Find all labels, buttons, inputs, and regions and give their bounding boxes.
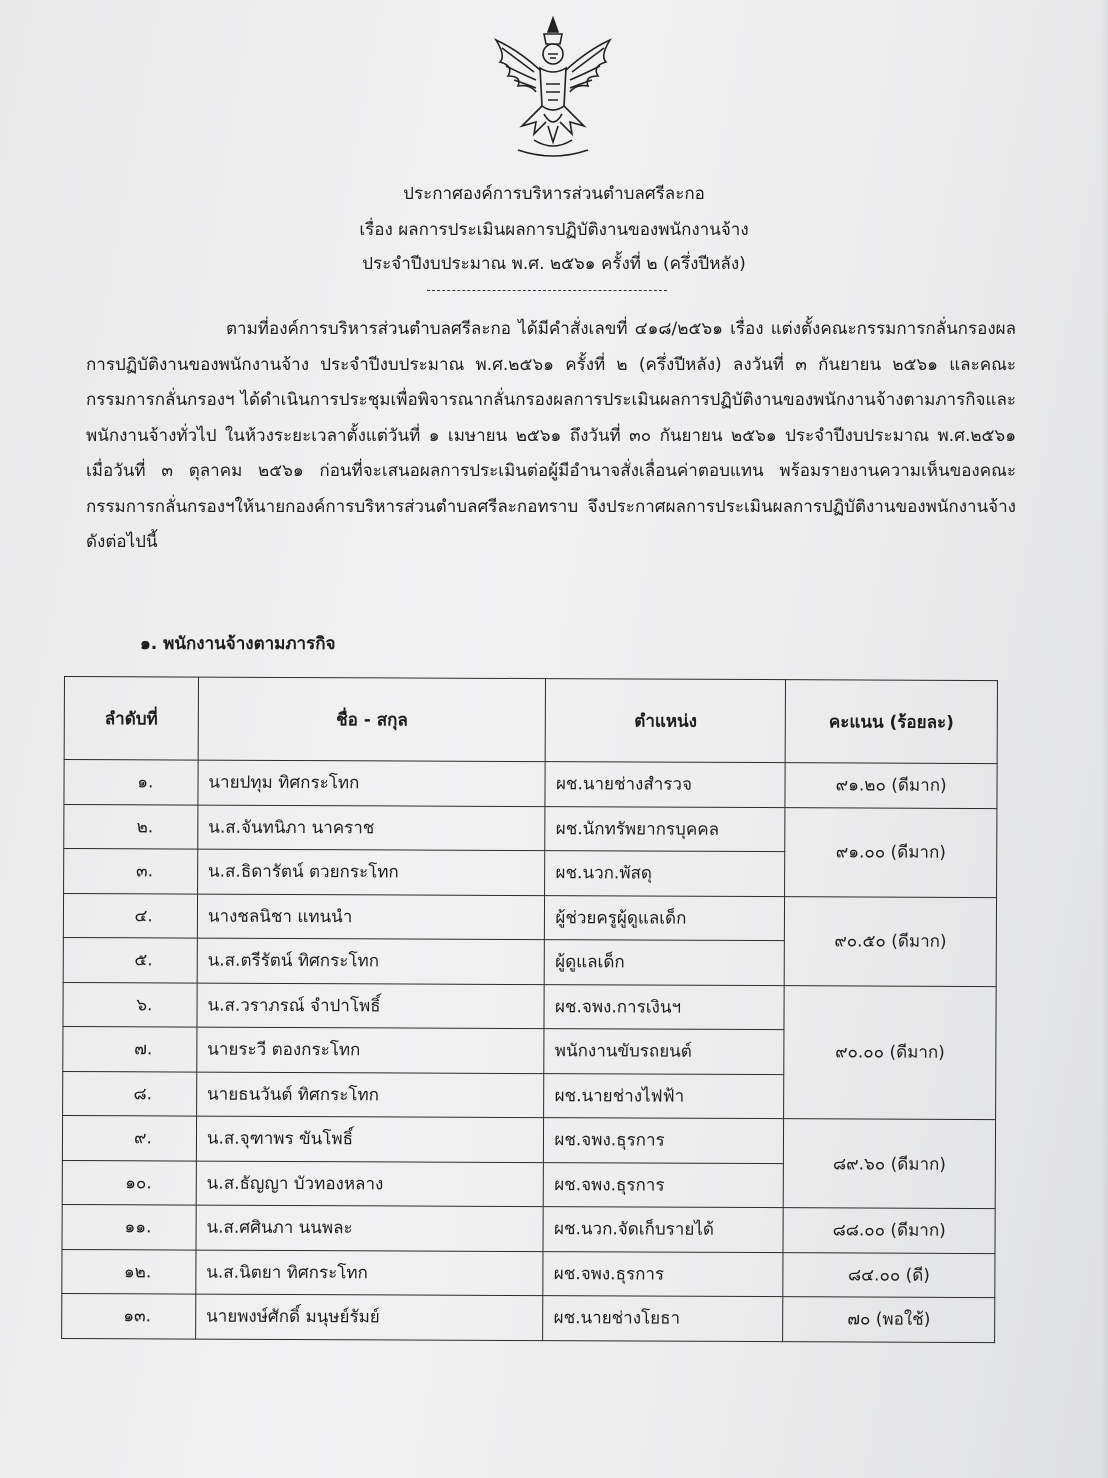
cell-name: น.ส.ธิดารัตน์ ตวยกระโทก (197, 849, 545, 895)
cell-position: ผช.จพง.ธุรการ (543, 1251, 783, 1297)
cell-order: ๑๐. (62, 1160, 196, 1205)
page-shadow (1102, 0, 1108, 1478)
cell-score: ๙๑.๐๐ (ดีมาก) (785, 807, 997, 897)
cell-name: น.ส.ตรีรัตน์ ทิศกระโทก (197, 938, 545, 984)
cell-position: ผช.นวก.จัดเก็บรายได้ (543, 1207, 783, 1253)
cell-position: ผช.นักทรัพยากรบุคคล (545, 806, 785, 852)
header-name: ชื่อ - สกุล (198, 677, 546, 762)
cell-name: น.ส.วราภรณ์ จำปาโพธิ์ (197, 983, 545, 1029)
cell-name: นายระวี ตองกระโทก (197, 1027, 545, 1073)
cell-score: ๙๐.๕๐ (ดีมาก) (784, 896, 996, 986)
table-row (64, 804, 997, 853)
cell-order: ๑๓. (62, 1293, 196, 1338)
cell-name: น.ส.จุฑาพร ขันโพธิ์ (196, 1116, 544, 1162)
divider (427, 290, 667, 291)
cell-order: ๒. (64, 804, 198, 849)
cell-order: ๙. (62, 1115, 196, 1160)
cell-name: น.ส.จันทนิภา นาคราช (198, 805, 546, 851)
table-row (63, 893, 996, 942)
cell-position: ผู้ดูแลเด็ก (545, 940, 785, 986)
cell-position: ผู้ช่วยครูผู้ดูแลเด็ก (545, 895, 785, 941)
header-position: ตำแหน่ง (546, 679, 786, 763)
cell-order: ๕. (63, 937, 197, 982)
cell-name: นายพงษ์ศักดิ์ มนุษย์รัมย์ (196, 1294, 544, 1340)
announcement-title: ประกาศองค์การบริหารส่วนตำบลศรีละกอ (403, 184, 705, 204)
cell-order: ๑๒. (62, 1249, 196, 1294)
announcement-subject: เรื่อง ผลการประเมินผลการปฏิบัติงานของพนักงานจ้าง (359, 220, 749, 240)
cell-order: ๓. (64, 849, 198, 894)
table-row (63, 982, 996, 1031)
cell-score: ๙๐.๐๐ (ดีมาก) (784, 985, 996, 1119)
table-row (64, 760, 997, 809)
table-row (62, 1293, 995, 1342)
staff-score-table (61, 676, 998, 1343)
cell-order: ๑๑. (62, 1204, 196, 1249)
table-row (62, 1115, 995, 1164)
cell-position: ผช.จพง.ธุรการ (544, 1118, 784, 1164)
cell-order: ๘. (63, 1071, 197, 1116)
cell-position: พนักงานขับรถยนต์ (544, 1029, 784, 1075)
cell-score: ๙๑.๒๐ (ดีมาก) (785, 763, 997, 808)
cell-order: ๔. (63, 893, 197, 938)
cell-name: นายปทุม ทิศกระโทก (198, 760, 546, 806)
header-score: คะแนน (ร้อยละ) (785, 680, 997, 764)
cell-score: ๘๙.๖๐ (ดีมาก) (783, 1119, 995, 1209)
cell-score: ๘๘.๐๐ (ดีมาก) (783, 1208, 995, 1253)
cell-order: ๗. (63, 1026, 197, 1071)
body-paragraph (86, 312, 1016, 561)
cell-position: ผช.จพง.ธุรการ (544, 1162, 784, 1208)
cell-score: ๗๐ (พอใช้) (783, 1297, 995, 1342)
table-row (62, 1249, 995, 1298)
cell-position: ผช.จพง.การเงินฯ (544, 984, 784, 1030)
cell-name: น.ส.ศศินภา นนพละ (196, 1205, 544, 1251)
body-text: ตามที่องค์การบริหารส่วนตำบลศรีละกอ ได้มีคำสั่งเลขที่ ๔๑๘/๒๕๖๑ เรื่อง แต่งตั้งคณะกรรมการกลั่นกรองผลการปฏิบัติงานของพนักงานจ้าง ประจำปีงบประมาณ พ.ศ.๒๕๖๑ ครั้งที่ ๒ (ครึ่งปีหลัง) ลงวันที่ ๓ กันยายน ๒๕๖๑ และคณะกรรมการกลั่นกรองฯ ได้ดำเนินการประชุมเพื่อพิจารณากลั่นกรองผลการประเมินผลการปฏิบัติงานของพนักงานจ้างตามภารกิจและพนักงานจ้างทั่วไป ในห้วงระยะเวลาตั้งแต่วันที่ ๑ เมษายน ๒๕๖๑ ถึงวันที่ ๓๐ กันยายน ๒๕๖๑ ประจำปีงบประมาณ พ.ศ.๒๕๖๑ เมื่อวันที่ ๓ ตุลาคม ๒๕๖๑ ก่อนที่จะเสนอผลการประเมินต่อผู้มีอำนาจสั่งเลื่อนค่าตอบแทน พร้อมรายงานความเห็นของคณะกรรมการกลั่นกรองฯให้นายกองค์การบริหารส่วนตำบลศรีละกอทราบ จึงประกาศผลการประเมินผลการปฏิบัติงานของพนักงานจ้าง ดังต่อไปนี้ (86, 319, 1016, 552)
cell-name: นางชลนิชา แทนนำ (197, 894, 545, 940)
section-heading: ๑. พนักงานจ้างตามภารกิจ (140, 634, 336, 654)
cell-position: ผช.นายช่างไฟฟ้า (544, 1073, 784, 1119)
cell-order: ๑. (64, 760, 198, 805)
cell-position: ผช.นายช่างสำรวจ (545, 762, 785, 808)
table-body (62, 760, 998, 1343)
cell-score: ๘๔.๐๐ (ดี) (783, 1252, 995, 1297)
cell-position: ผช.นวก.พัสดุ (545, 851, 785, 897)
table-row (62, 1204, 995, 1253)
header-order: ลำดับที่ (64, 677, 198, 761)
table-header-row (64, 677, 997, 764)
cell-order: ๖. (63, 982, 197, 1027)
garuda-emblem-icon (478, 10, 628, 170)
cell-name: นายธนวันต์ ทิศกระโทก (196, 1072, 544, 1118)
cell-name: น.ส.นิตยา ทิศกระโทก (196, 1250, 544, 1296)
cell-name: น.ส.ธัญญา บัวทองหลาง (196, 1161, 544, 1207)
cell-position: ผช.นายช่างโยธา (543, 1296, 783, 1342)
announcement-period: ประจำปีงบประมาณ พ.ศ. ๒๕๖๑ ครั้งที่ ๒ (ครึ่งปีหลัง) (362, 254, 746, 274)
